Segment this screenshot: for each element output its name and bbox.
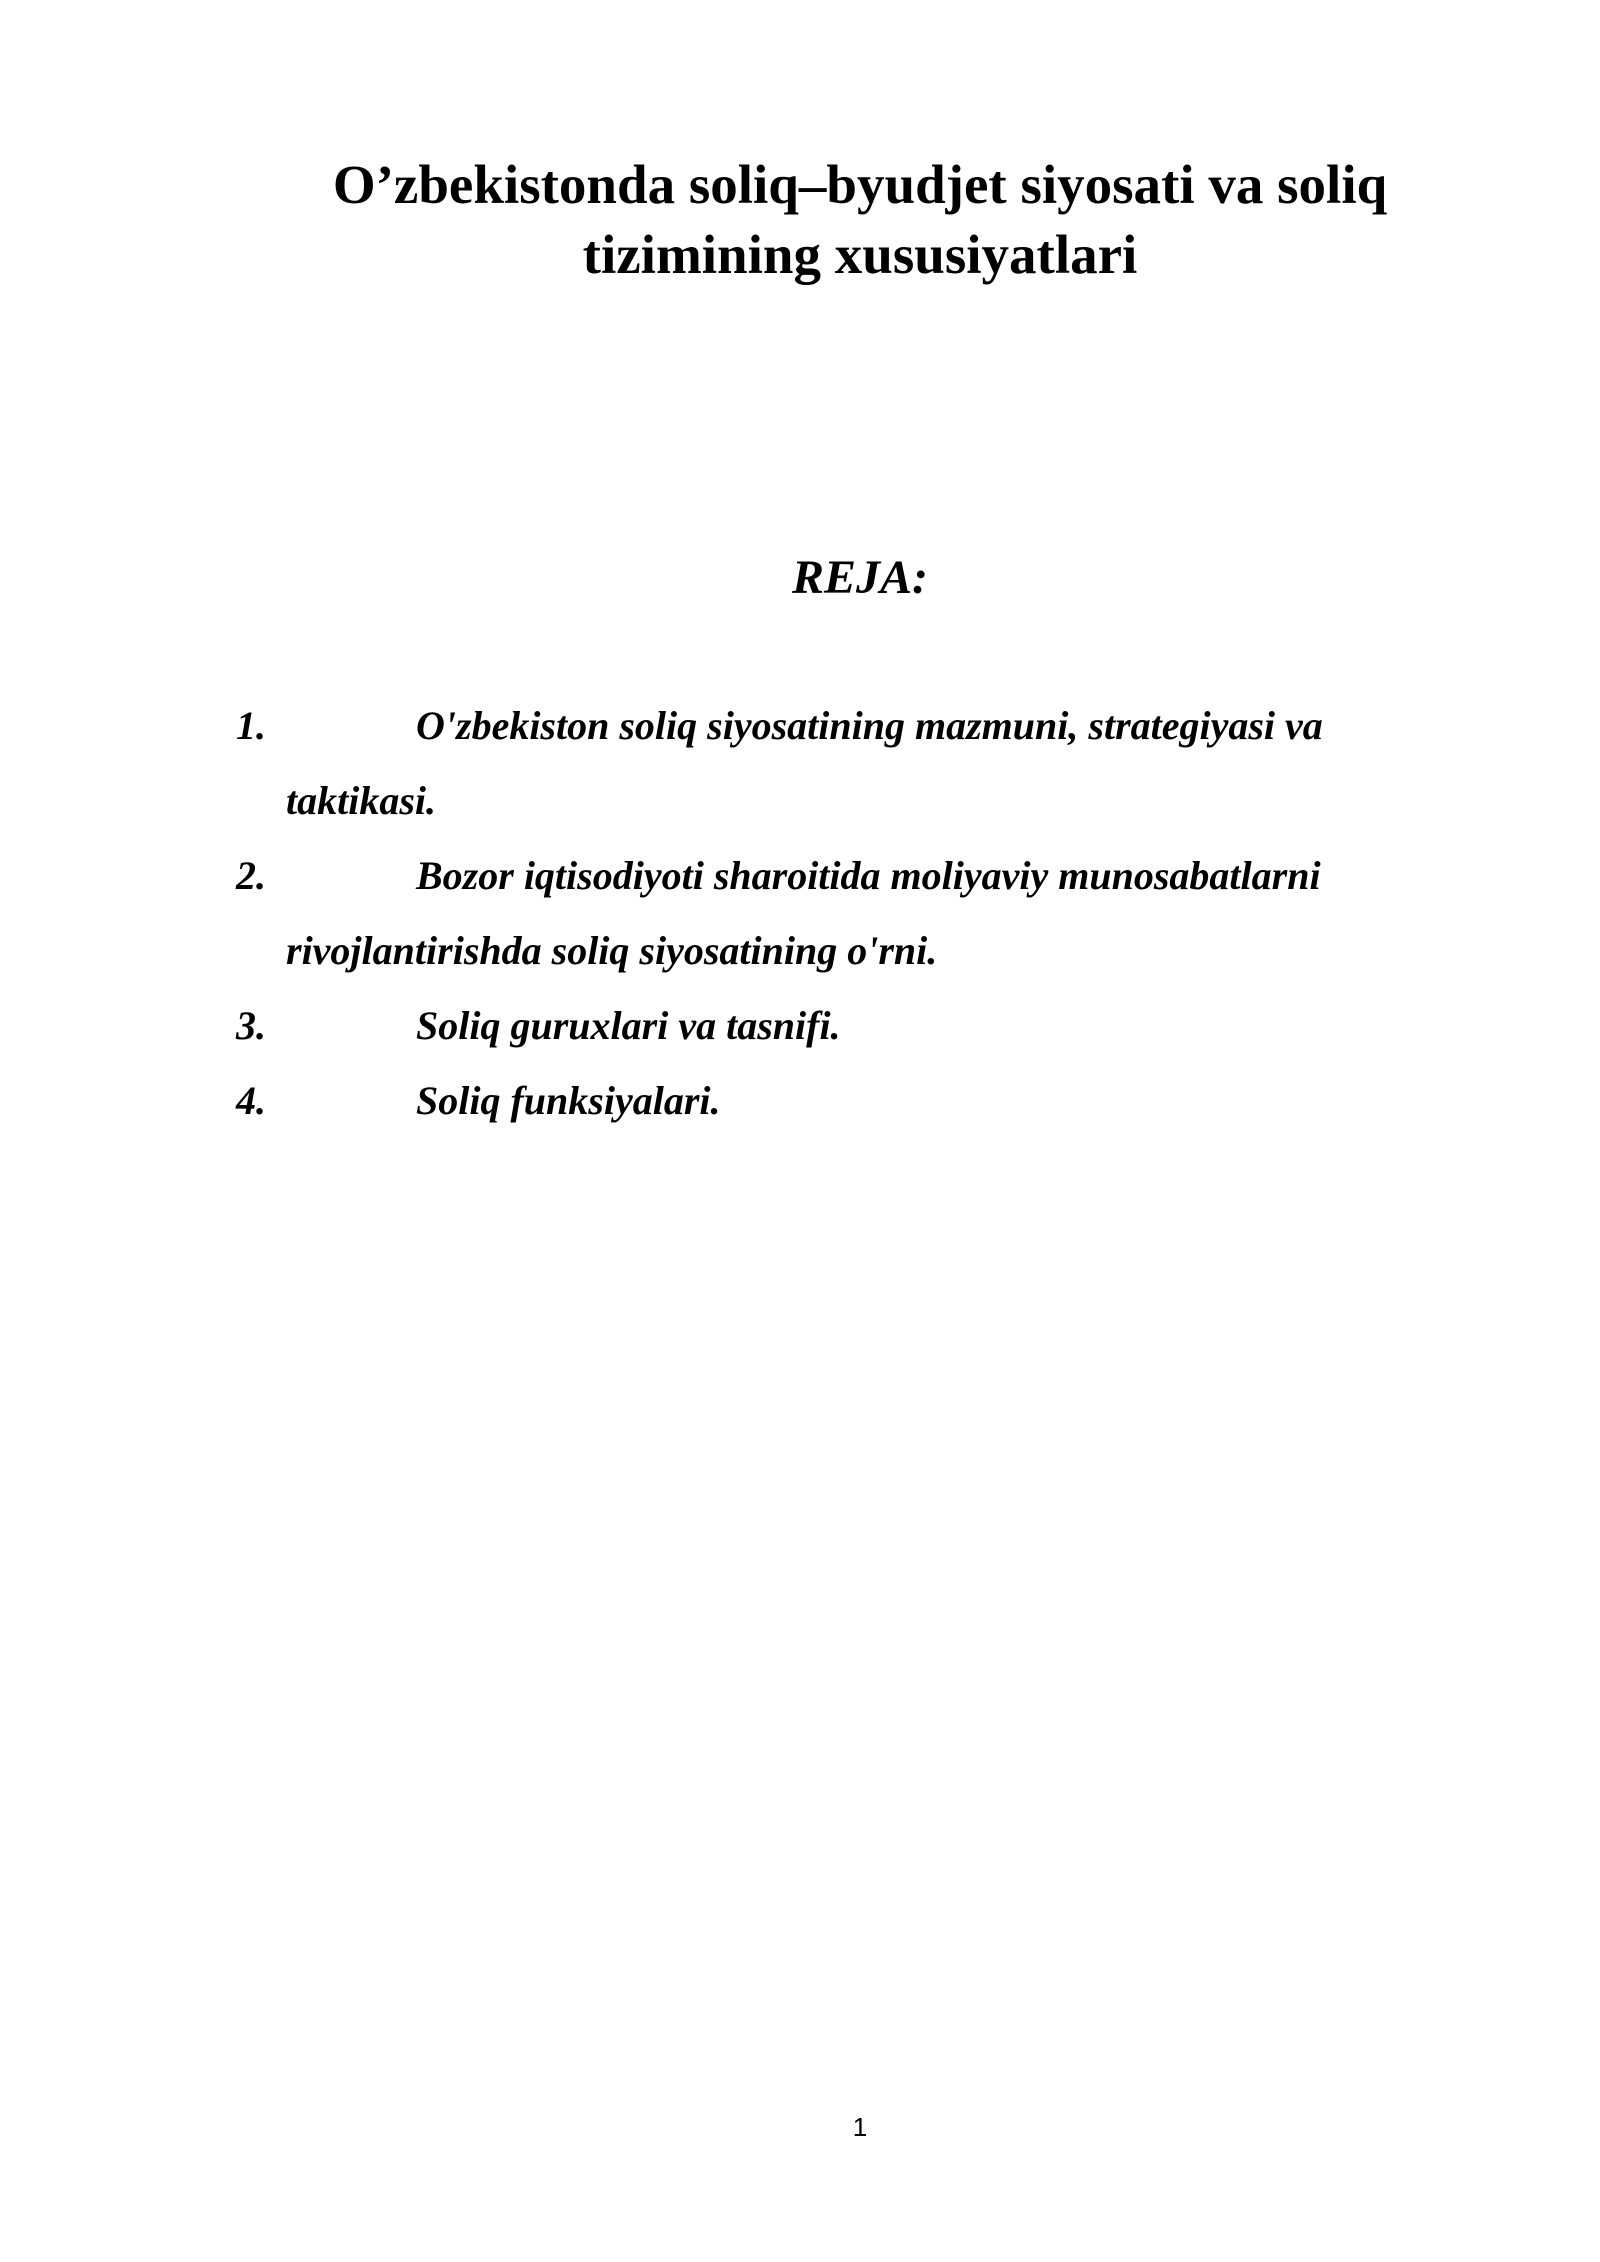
plan-heading: REJA: (791, 551, 929, 604)
document-title: O’zbekistonda soliq–byudjet siyosati va soliq tizimining xususiyatlari (332, 154, 1388, 285)
plan-item-text: O'zbekiston soliq siyosatining mazmuni, strategiyasi va taktikasi. (286, 703, 1323, 823)
plan-item-text: Soliq funksiyalari. (416, 1078, 721, 1123)
plan-item-text: Bozor iqtisodiyoti sharoitida moliyaviy munosabatlarni rivojlantirishda soliq siyosatining o'rni. (286, 853, 1321, 973)
plan-item-number: 1. (236, 703, 266, 748)
plan-list (236, 688, 1436, 1138)
plan-item-text: Soliq guruxlari va tasnifi. (416, 1003, 841, 1048)
plan-item-number: 4. (236, 1078, 266, 1123)
plan-item-number: 2. (236, 853, 266, 898)
page-number: 1 (852, 2112, 868, 2142)
plan-item-1 (236, 688, 1436, 838)
plan-item-2 (236, 838, 1436, 988)
plan-item-4 (236, 1063, 1436, 1138)
plan-item-number: 3. (236, 1003, 266, 1048)
plan-item-3 (236, 988, 1436, 1063)
